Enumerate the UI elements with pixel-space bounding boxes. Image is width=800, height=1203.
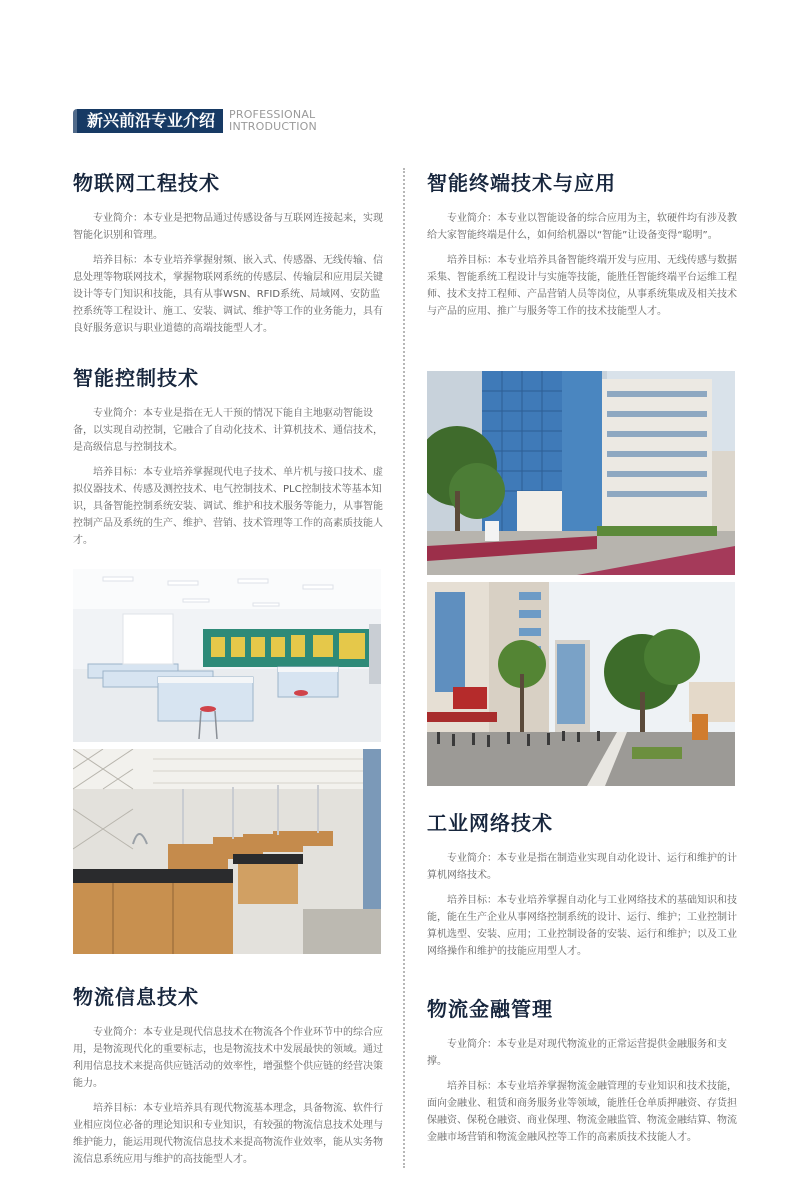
banner-english-line1: PROFESSIONAL: [229, 108, 316, 121]
section-title: 物流金融管理: [427, 997, 553, 1021]
section-iot: [73, 167, 383, 337]
section-smart-terminal: [427, 167, 737, 320]
section-logistics-finance: [427, 993, 737, 1146]
section-intelligent-control: [73, 362, 383, 549]
banner-title: 新兴前沿专业介绍: [73, 109, 223, 133]
section-intro: 专业简介：本专业以智能设备的综合应用为主，软硬件均有涉及教给大家智能终端是什么，如何给机器以“智能”让设备变得“聪明”。: [427, 213, 737, 241]
campus-building-photo: [427, 371, 735, 575]
banner-english: [229, 109, 317, 133]
banner-english-line2: INTRODUCTION: [229, 120, 317, 133]
section-goal: 培养目标：本专业培养掌握射频、嵌入式、传感器、无线传输、信息处理等物联网技术，掌握物联网系统的传感层、传输层和应用层关键设计等专门知识和技能，具有从事WSN、RFID系统、局域网、安防监控系统等工程设计、施工、安装、调试、维护等工作的业务能力，具有良好服务意识与职业道德的高端技能型人才。: [73, 255, 383, 334]
lab-photo-1: [73, 569, 381, 742]
section-banner: [73, 109, 317, 133]
section-industrial-network: [427, 807, 737, 960]
section-title: 物联网工程技术: [73, 171, 220, 195]
section-goal: 培养目标：本专业培养掌握现代电子技术、单片机与接口技术、虚拟仪器技术、传感及测控技术、电气控制技术、PLC控制技术等基本知识，具备智能控制系统安装、调试、维护和技术服务等能力，从事智能控制产品及系统的生产、维护、营销、技术管理等工作的高素质技能人才。: [73, 467, 383, 546]
section-intro: 专业简介：本专业是对现代物流业的正常运营提供金融服务和支撑。: [427, 1039, 727, 1067]
campus-street-photo: [427, 582, 735, 786]
section-goal: 培养目标：本专业培养具备智能终端开发与应用、无线传感与数据采集、智能系统工程设计与实施等技能，能胜任智能终端平台运维工程师、技术支持工程师、产品营销人员等岗位，从事系统集成及相关技术与产品的应用、推广与服务等工作的技术技能型人才。: [427, 255, 737, 317]
column-divider: [403, 168, 405, 1168]
section-intro: 专业简介：本专业是指在制造业实现自动化设计、运行和维护的计算机网络技术。: [427, 853, 737, 881]
lab-photo-2: [73, 749, 381, 954]
section-logistics-info: [73, 981, 383, 1168]
section-goal: 培养目标：本专业培养掌握自动化与工业网络技术的基础知识和技能，能在生产企业从事网络控制系统的设计、运行、维护；工业控制计算机选型、安装、应用；工业控制设备的安装、运行和维护；以及工业网络操作和维护的技能应用型人才。: [427, 895, 737, 957]
section-title: 智能终端技术与应用: [427, 171, 616, 195]
section-title: 智能控制技术: [73, 366, 199, 390]
section-goal: 培养目标：本专业培养掌握物流金融管理的专业知识和技术技能，面向金融业、租赁和商务服务业等领域，能胜任仓单质押融资、存货担保融资、保税仓融资、商业保理、物流金融监管、物流金融结算、物流金融市场营销和物流金融风控等工作的高素质技术技能人才。: [427, 1081, 737, 1143]
section-intro: 专业简介：本专业是现代信息技术在物流各个作业环节中的综合应用，是物流现代化的重要标志，也是物流技术中发展最快的领域。通过利用信息技术来提高供应链活动的效率性，增强整个供应链的经营决策能力。: [73, 1027, 383, 1089]
section-title: 物流信息技术: [73, 985, 199, 1009]
section-intro: 专业简介：本专业是指在无人干预的情况下能自主地驱动智能设备，以实现自动控制，它融合了自动化技术、计算机技术、通信技术，是高级信息与控制技术。: [73, 408, 383, 453]
section-goal: 培养目标：本专业培养具有现代物流基本理念，具备物流、软件行业相应岗位必备的理论知识和专业知识，有较强的物流信息技术处理与维护能力，能运用现代物流信息技术来提高物流作业效率，能从实务物流信息系统应用与维护的高技能型人才。: [73, 1103, 383, 1165]
section-intro: 专业简介：本专业是把物品通过传感设备与互联网连接起来，实现智能化识别和管理。: [73, 213, 383, 241]
section-title: 工业网络技术: [427, 811, 553, 835]
